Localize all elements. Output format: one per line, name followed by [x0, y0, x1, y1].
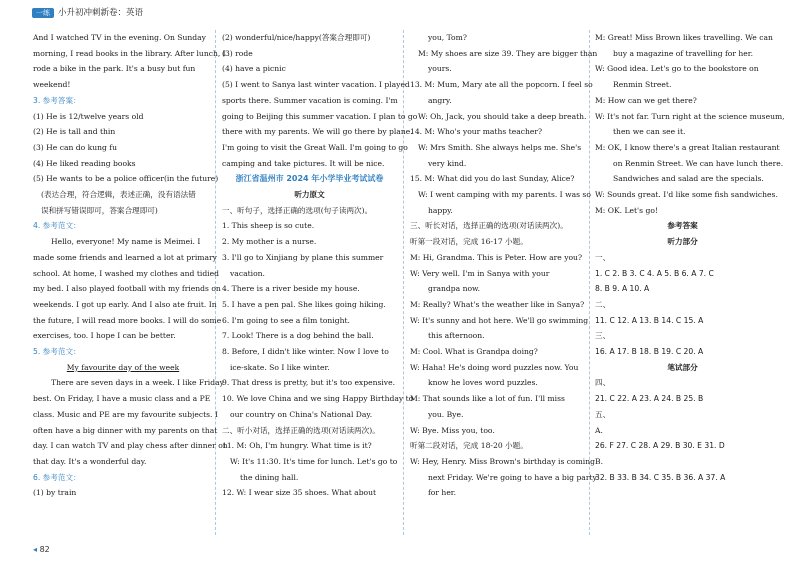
answer-line: 16. A 17. B 18. B 19. C 20. A	[595, 347, 704, 357]
text-line: then we can see it.	[613, 127, 686, 137]
text-line: next Friday. We're going to have a big party	[428, 472, 597, 482]
text-line: 听第一段对话，完成 16-17 小题。	[410, 237, 528, 247]
text-line: there with my parents. We will go there by plane.	[222, 127, 413, 137]
text-line: (表达合理，符合逻辑，表述正确，没有语法错	[41, 190, 196, 200]
part-label: B.	[595, 456, 603, 466]
text-line: M: How can we get there?	[595, 95, 697, 105]
text-line: 听第二段对话，完成 18-20 小题。	[410, 441, 528, 451]
text-line: W: It's not far. Turn right at the science museum,	[595, 111, 785, 121]
text-line: yours.	[428, 64, 452, 74]
text-line: 8. Before, I didn't like winter. Now I love to	[222, 347, 389, 357]
text-line: made some friends and learned a lot at primary	[33, 252, 217, 262]
text-line: weekend!	[33, 80, 71, 90]
text-line: 14. M: Who's your maths teacher?	[410, 127, 543, 137]
text-line: often have a big dinner with my parents on that	[33, 425, 218, 435]
text-line: M: OK. Let's go!	[595, 205, 658, 215]
part-label: A.	[595, 425, 603, 435]
text-line: grandpa now.	[428, 284, 481, 294]
text-line: the dining hall.	[240, 472, 299, 482]
instruction: 二、听小对话，选择正确的选项(对话读两次)。	[222, 425, 380, 435]
section-heading: 4. 参考范文：	[33, 221, 81, 231]
text-line: 9. That dress is pretty, but it's too expensive.	[222, 378, 395, 388]
section-heading: 3. 参考答案：	[33, 95, 81, 105]
part-label: 五、	[595, 409, 611, 419]
text-line: going to Beijing this summer vacation. I plan to go	[222, 111, 418, 121]
text-line: (5) He wants to be a police officer(in the future)	[33, 174, 219, 184]
exam-title: 浙江省温州市 2024 年小学毕业考试试卷	[235, 174, 384, 184]
text-line: (1) by train	[33, 488, 77, 498]
text-line: (4) have a picnic	[222, 64, 286, 74]
text-line: 13. M: Mum, Mary ate all the popcorn. I feel so	[410, 80, 593, 90]
prev-arrow-icon: ◂	[33, 545, 38, 554]
section-title: 听力原文	[294, 190, 325, 200]
text-line: Sandwiches and salad are the specials.	[613, 174, 764, 184]
instruction: 三、听长对话，选择正确的选项(对话读两次)。	[410, 221, 568, 231]
text-line: M: My shoes are size 39. They are bigger than	[418, 48, 598, 58]
text-line: (5) I went to Sanya last winter vacation. I played	[222, 80, 410, 90]
text-line: the future, I will read more books. I will do some	[33, 315, 222, 325]
header-title: 小升初冲刺新卷：英语	[58, 8, 144, 18]
text-line: my bed. I also played football with my friends on	[33, 284, 221, 294]
text-line: 10. We love China and we sing Happy Birthday to	[222, 394, 414, 404]
text-line: this afternoon.	[428, 331, 485, 341]
text-line: 2. My mother is a nurse.	[222, 237, 317, 247]
text-line: W: It's 11:30. It's time for lunch. Let's go to	[230, 456, 398, 466]
text-line: camping and take pictures. It will be nice.	[222, 158, 385, 168]
text-line: angry.	[428, 95, 452, 105]
text-line: There are seven days in a week. I like Friday	[51, 378, 224, 388]
essay-title: My favourite day of the week	[66, 362, 180, 372]
header-tag: 一练	[32, 8, 54, 18]
text-line: morning, I read books in the library. After lunch, I	[33, 48, 226, 58]
text-line: M: Hi, Grandma. This is Peter. How are you?	[410, 252, 583, 262]
text-line: W: It's sunny and hot here. We'll go swimming	[410, 315, 589, 325]
answer-line: 11. C 12. A 13. B 14. C 15. A	[595, 315, 704, 325]
column-1	[33, 30, 228, 501]
text-line: 3. I'll go to Xinjiang by plane this summer	[222, 252, 384, 262]
text-line: sports there. Summer vacation is coming. I'm	[222, 95, 398, 105]
text-line: M: Really? What's the weather like in Sanya?	[410, 299, 585, 309]
text-line: Renmin Street.	[613, 80, 672, 90]
text-line: know he loves word puzzles.	[428, 378, 538, 388]
text-line: (2) wonderful/nice/happy(答案合理即可)	[222, 33, 371, 42]
text-line: 11. M: Oh, I'm hungry. What time is it?	[222, 441, 372, 451]
text-line: (3) He can do kung fu	[33, 142, 117, 152]
answer-line: 8. B 9. A 10. A	[595, 284, 650, 294]
text-line: for her.	[428, 488, 457, 498]
text-line: 6. I'm going to see a film tonight.	[222, 315, 350, 325]
part-label: 三、	[595, 331, 611, 341]
section-heading: 6. 参考范文：	[33, 472, 81, 482]
text-line: buy a magazine of travelling for her.	[613, 48, 754, 58]
column-4	[595, 30, 785, 485]
answer-line: 21. C 22. A 23. A 24. B 25. B	[595, 394, 704, 404]
page-footer	[33, 545, 50, 554]
column-divider	[403, 30, 404, 535]
section-title: 笔试部分	[667, 362, 698, 372]
column-3	[410, 30, 598, 501]
answer-line: 32. B 33. B 34. C 35. B 36. A 37. A	[595, 472, 726, 482]
text-line: Hello, everyone! My name is Meimei. I	[51, 237, 201, 247]
text-line: rode a bike in the park. It's a busy but fun	[33, 64, 196, 74]
text-line: you. Bye.	[428, 409, 464, 419]
text-line: W: Good idea. Let's go to the bookstore on	[595, 64, 759, 74]
text-line: M: Cool. What is Grandpa doing?	[410, 347, 538, 357]
text-line: vacation.	[230, 268, 265, 278]
text-line: (1) He is 12/twelve years old	[33, 111, 144, 121]
part-label: 一、	[595, 252, 611, 262]
text-line: 15. M: What did you do last Sunday, Alice?	[410, 174, 575, 184]
text-line: W: Very well. I'm in Sanya with your	[410, 268, 550, 278]
text-line: 7. Look! There is a dog behind the ball.	[222, 331, 374, 341]
text-line: ice-skate. So I like winter.	[230, 362, 330, 372]
page-number: 82	[39, 545, 50, 554]
text-line: (2) He is tall and thin	[33, 127, 116, 137]
text-line: And I watched TV in the evening. On Sunday	[33, 33, 206, 42]
text-line: 5. I have a pen pal. She likes going hiking.	[222, 299, 386, 309]
text-line: very kind.	[428, 158, 467, 168]
text-line: I'm going to visit the Great Wall. I'm going to go	[222, 142, 408, 152]
text-line: best. On Friday, I have a music class and a PE	[33, 394, 211, 404]
text-line: weekends. I got up early. And I also ate fruit. In	[33, 299, 217, 309]
text-line: W: I went camping with my parents. I was so	[418, 190, 591, 200]
text-line: school. At home, I washed my clothes and tidied	[33, 268, 219, 278]
text-line: on Renmin Street. We can have lunch there.	[613, 158, 784, 168]
section-title: 听力部分	[667, 237, 698, 247]
text-line: (3) rode	[222, 48, 253, 58]
answer-line: 26. F 27. C 28. A 29. B 30. E 31. D	[595, 441, 725, 451]
answer-line: 1. C 2. B 3. C 4. A 5. B 6. A 7. C	[595, 268, 714, 278]
text-line: class. Music and PE are my favourite subjects. I	[33, 409, 218, 419]
text-line: M: Great! Miss Brown likes travelling. We can	[595, 33, 773, 42]
text-line: day. I can watch TV and play chess after dinner on	[33, 441, 228, 451]
text-line: 12. W: I wear size 35 shoes. What about	[222, 488, 377, 498]
text-line: (4) He liked reading books	[33, 158, 136, 168]
page-header	[0, 0, 800, 20]
answers-title: 参考答案	[667, 221, 698, 231]
text-line: M: That sounds like a lot of fun. I'll miss	[410, 394, 565, 404]
text-line: W: Oh, Jack, you should take a deep breath.	[418, 111, 587, 121]
part-label: 四、	[595, 378, 611, 388]
text-line: W: Mrs Smith. She always helps me. She's	[418, 142, 582, 152]
text-line: W: Sounds great. I'd like some fish sandwiches.	[595, 190, 778, 200]
text-line: happy.	[428, 205, 453, 215]
text-line: 4. There is a river beside my house.	[222, 284, 360, 294]
text-line: exercises, too. I hope I can be better.	[33, 331, 176, 341]
text-line: M: OK, I know there's a great Italian restaurant	[595, 142, 780, 152]
text-line: W: Haha! He's doing word puzzles now. You	[410, 362, 579, 372]
text-line: our country on China's National Day.	[230, 409, 373, 419]
section-heading: 5. 参考范文：	[33, 347, 81, 357]
text-line: you, Tom?	[428, 33, 467, 42]
text-line: 误和拼写错误即可，答案合理即可)	[41, 205, 158, 215]
text-line: 1. This sheep is so cute.	[222, 221, 315, 231]
column-2	[222, 30, 418, 501]
column-divider	[215, 30, 216, 535]
instruction: 一、听句子，选择正确的选项(句子读两次)。	[222, 205, 373, 215]
part-label: 二、	[595, 299, 611, 309]
text-line: W: Bye. Miss you, too.	[410, 425, 495, 435]
text-line: that day. It's a wonderful day.	[33, 456, 147, 466]
text-line: W: Hey, Henry. Miss Brown's birthday is coming	[410, 456, 595, 466]
